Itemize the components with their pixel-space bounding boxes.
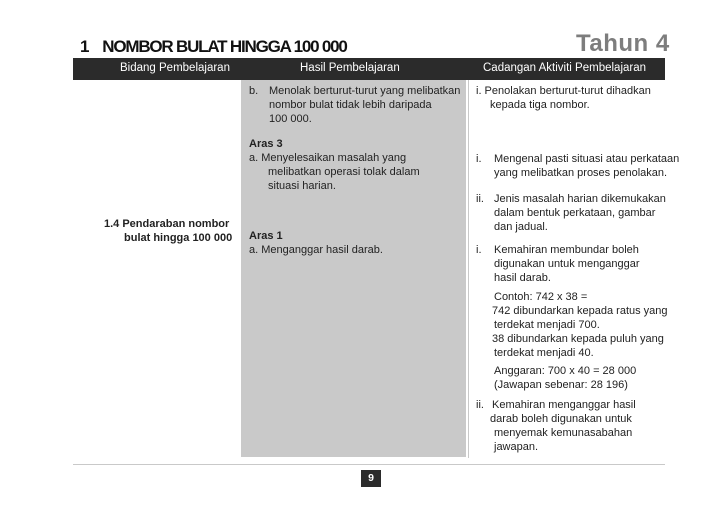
topic-line-2: bulat hingga 100 000 <box>124 232 233 244</box>
right-item-1-line-1: i. Penolakan berturut-turut dihadkan <box>476 85 651 97</box>
right-item-2-line-2: yang melibatkan proses penolakan. <box>494 167 668 179</box>
right-item-5-label: ii. <box>476 399 484 411</box>
right-item-5-line-1: Kemahiran menganggar hasil <box>492 399 636 411</box>
right-item-3-line-3: dan jadual. <box>494 221 548 233</box>
header-cadangan: Cadangan Aktiviti Pembelajaran <box>483 62 647 74</box>
right-item-4-line-2: digunakan untuk menganggar <box>494 258 640 270</box>
aras-3-line-2: melibatkan operasi tolak dalam <box>268 166 420 178</box>
example-line-5: terdekat menjadi 40. <box>494 347 594 359</box>
mid-b-label: b. <box>249 85 259 97</box>
right-item-3-line-2: dalam bentuk perkataan, gambar <box>494 207 656 219</box>
table-header <box>73 58 665 80</box>
example-line-1: Contoh: 742 x 38 = <box>494 291 588 303</box>
right-item-4-label: i. <box>476 244 482 256</box>
aras-1-heading: Aras 1 <box>249 230 283 242</box>
example-line-3: terdekat menjadi 700. <box>494 319 600 331</box>
right-item-2-label: i. <box>476 153 482 165</box>
bottom-rule <box>73 464 665 465</box>
example-line-2: 742 dibundarkan kepada ratus yang <box>492 305 668 317</box>
chapter-title <box>80 37 347 57</box>
mid-b-line-2: nombor bulat tidak lebih daripada <box>269 99 432 111</box>
topic-line-1: 1.4 Pendaraban nombor <box>104 218 230 230</box>
aras-3-line-3: situasi harian. <box>268 180 336 192</box>
mid-b-line-1: Menolak berturut-turut yang melibatkan <box>269 85 461 97</box>
mid-b-line-3: 100 000. <box>269 113 312 125</box>
estimate-line-1: Anggaran: 700 x 40 = 28 000 <box>494 365 637 377</box>
aras-1-line-1: a. Menganggar hasil darab. <box>249 244 383 256</box>
year-label: Tahun 4 <box>576 30 670 57</box>
right-item-4-line-3: hasil darab. <box>494 272 551 284</box>
right-item-3-line-1: Jenis masalah harian dikemukakan <box>494 193 666 205</box>
aras-3-heading: Aras 3 <box>249 138 283 150</box>
right-item-1-line-2: kepada tiga nombor. <box>490 99 590 111</box>
chapter-title-text: NOMBOR BULAT HINGGA 100 000 <box>102 37 347 56</box>
aras-3-line-1: a. Menyelesaikan masalah yang <box>249 152 407 164</box>
header-bidang: Bidang Pembelajaran <box>120 62 230 74</box>
right-item-5-line-3: menyemak kemunasabahan <box>494 427 633 439</box>
right-item-5-line-4: jawapan. <box>494 441 539 453</box>
page-number: 9 <box>361 470 381 487</box>
right-item-3-label: ii. <box>476 193 484 205</box>
estimate-line-2: (Jawapan sebenar: 28 196) <box>494 379 628 391</box>
right-item-4-line-1: Kemahiran membundar boleh <box>494 244 639 256</box>
column-divider <box>468 80 469 458</box>
header-hasil: Hasil Pembelajaran <box>300 62 400 74</box>
example-line-4: 38 dibundarkan kepada puluh yang <box>492 333 664 345</box>
chapter-number: 1 <box>80 37 89 56</box>
right-item-5-line-2: darab boleh digunakan untuk <box>490 413 632 425</box>
right-item-2-line-1: Mengenal pasti situasi atau perkataan <box>494 153 680 165</box>
